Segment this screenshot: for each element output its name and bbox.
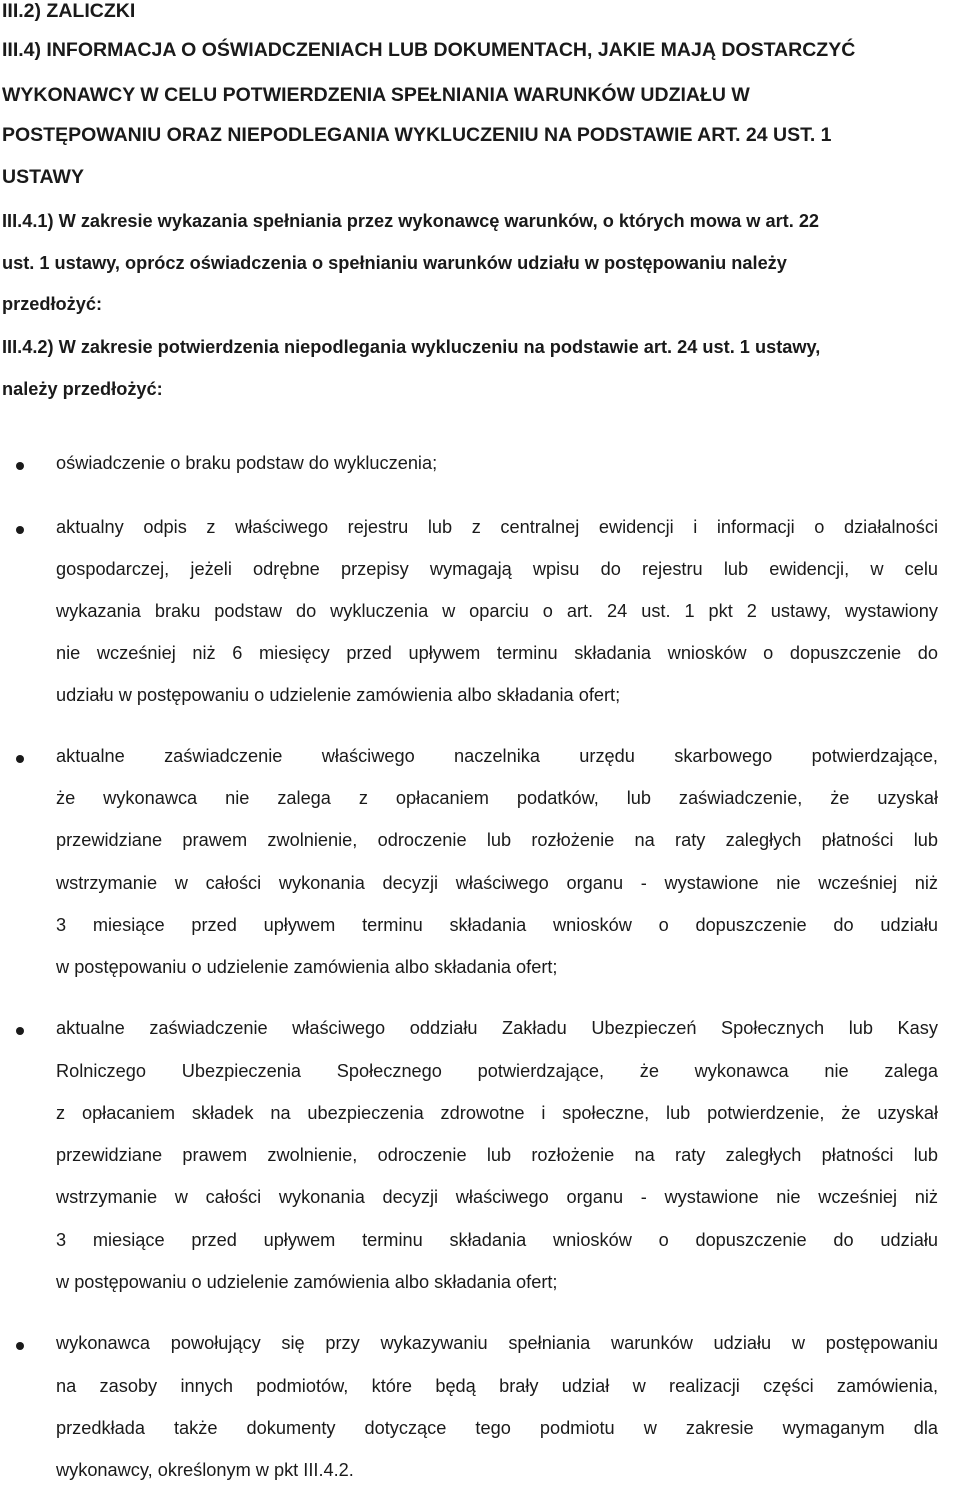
bullet-3-line: przewidziane prawem zwolnienie, odroczenie lub rozłożenie na raty zaległych płatności lub xyxy=(56,830,938,850)
bullet-1-line: oświadczenie o braku podstaw do wykluczenia; xyxy=(56,453,438,473)
bullet-marker xyxy=(16,1342,24,1350)
bullet-5-line: wykonawcy, określonym w pkt III.4.2. xyxy=(56,1460,354,1480)
bullet-marker xyxy=(16,1027,24,1035)
bullet-3-line: w postępowaniu o udzielenie zamówienia albo składania ofert; xyxy=(56,957,558,977)
bullet-2-line: gospodarczej, jeżeli odrębne przepisy wymagają wpisu do rejestru lub ewidencji, w celu xyxy=(56,559,938,579)
bullet-3-line: że wykonawca nie zalega z opłacaniem podatków, lub zaświadczenie, że uzyskał xyxy=(56,788,938,808)
section-341-line: przedłożyć: xyxy=(2,294,103,314)
bullet-4-line: w postępowaniu o udzielenie zamówienia albo składania ofert; xyxy=(56,1272,558,1292)
bullet-5-line: na zasoby innych podmiotów, które będą brały udział w realizacji części zamówienia, xyxy=(56,1376,938,1396)
section-zaliczki-heading: III.2) ZALICZKI xyxy=(2,0,136,22)
bullet-3-line: aktualne zaświadczenie właściwego naczelnika urzędu skarbowego potwierdzające, xyxy=(56,746,938,766)
section-341-line: III.4.1) W zakresie wykazania spełniania przez wykonawcę warunków, o których mowa w art. 22 xyxy=(2,211,820,231)
bullet-4-line: przewidziane prawem zwolnienie, odroczenie lub rozłożenie na raty zaległych płatności lub xyxy=(56,1145,938,1165)
bullet-3-line: wstrzymanie w całości wykonania decyzji właściwego organu - wystawione nie wcześniej niż xyxy=(56,873,938,893)
bullet-4-line: wstrzymanie w całości wykonania decyzji właściwego organu - wystawione nie wcześniej niż xyxy=(56,1187,938,1207)
section-342-line: III.4.2) W zakresie potwierdzenia niepodlegania wykluczeniu na podstawie art. 24 ust. 1 ustawy, xyxy=(2,337,821,357)
bullet-4-line: 3 miesiące przed upływem terminu składania wniosków o dopuszczenie do udziału xyxy=(56,1230,938,1250)
bullet-4-line: aktualne zaświadczenie właściwego oddziału Zakładu Ubezpieczeń Społecznych lub Kasy xyxy=(56,1018,938,1038)
bullet-2-line: aktualny odpis z właściwego rejestru lub z centralnej ewidencji i informacji o działalności xyxy=(56,517,938,537)
section-34-heading-line: III.4) INFORMACJA O OŚWIADCZENIACH LUB DOKUMENTACH, JAKIE MAJĄ DOSTARCZYĆ xyxy=(2,39,856,61)
bullet-marker xyxy=(16,755,24,763)
section-341-line: ust. 1 ustawy, oprócz oświadczenia o spełnianiu warunków udziału w postępowaniu należy xyxy=(2,253,787,273)
section-34-heading-line: USTAWY xyxy=(2,166,84,188)
bullet-5-line: przedkłada także dokumenty dotyczące tego podmiotu w zakresie wymaganym dla xyxy=(56,1418,938,1438)
bullet-2-line: nie wcześniej niż 6 miesięcy przed upływem terminu składania wniosków o dopuszczenie do xyxy=(56,643,938,663)
section-34-heading-line: WYKONAWCY W CELU POTWIERDZENIA SPEŁNIANIA WARUNKÓW UDZIAŁU W xyxy=(2,84,750,106)
bullet-5-line: wykonawca powołujący się przy wykazywaniu spełniania warunków udziału w postępowaniu xyxy=(56,1333,938,1353)
section-342-line: należy przedłożyć: xyxy=(2,379,163,399)
bullet-4-line: Rolniczego Ubezpieczenia Społecznego potwierdzające, że wykonawca nie zalega xyxy=(56,1061,938,1081)
bullet-2-line: udziału w postępowaniu o udzielenie zamówienia albo składania ofert; xyxy=(56,685,621,705)
bullet-4-line: z opłacaniem składek na ubezpieczenia zdrowotne i społeczne, lub potwierdzenie, że uzyskał xyxy=(56,1103,938,1123)
bullet-2-line: wykazania braku podstaw do wykluczenia w oparciu o art. 24 ust. 1 pkt 2 ustawy, wystawiony xyxy=(56,601,938,621)
section-34-heading-line: POSTĘPOWANIU ORAZ NIEPODLEGANIA WYKLUCZENIU NA PODSTAWIE ART. 24 UST. 1 xyxy=(2,124,832,146)
bullet-marker xyxy=(16,462,24,470)
bullet-3-line: 3 miesiące przed upływem terminu składania wniosków o dopuszczenie do udziału xyxy=(56,915,938,935)
bullet-marker xyxy=(16,526,24,534)
